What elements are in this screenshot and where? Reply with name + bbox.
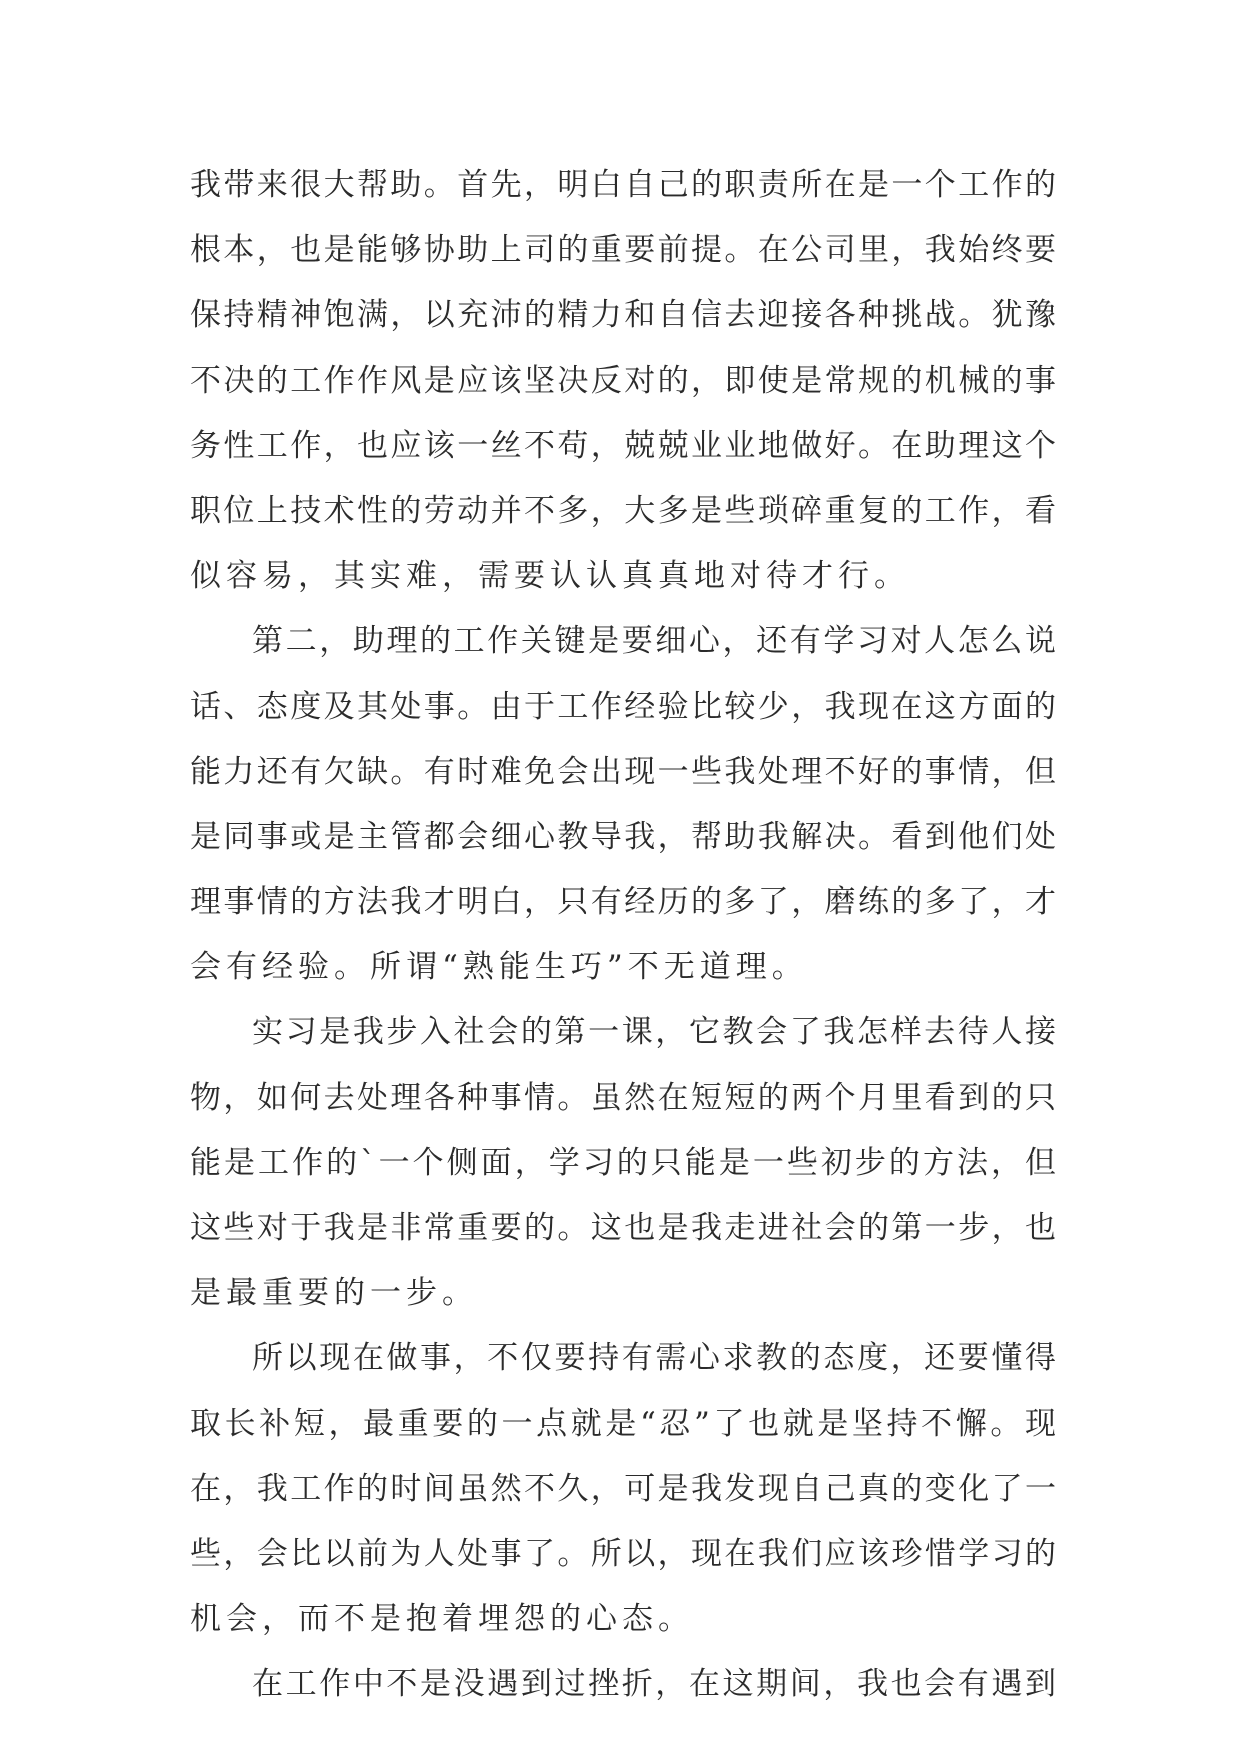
text-line: 根本，也是能够协助上司的重要前提。在公司里，我始终要 bbox=[190, 232, 1056, 269]
text-line: 取长补短，最重要的一点就是“忍”了也就是坚持不懈。现 bbox=[190, 1405, 1056, 1442]
paragraph bbox=[190, 1326, 1056, 1652]
text-line: 理事情的方法我才明白，只有经历的多了，磨练的多了，才 bbox=[190, 884, 1056, 921]
paragraph bbox=[190, 1652, 1056, 1717]
text-line: 在，我工作的时间虽然不久，可是我发现自己真的变化了一 bbox=[190, 1470, 1056, 1507]
text-line: 职位上技术性的劳动并不多，大多是些琐碎重复的工作，看 bbox=[190, 492, 1056, 529]
text-line: 会有经验。所谓“熟能生巧”不无道理。 bbox=[190, 949, 808, 986]
text-line: 这些对于我是非常重要的。这也是我走进社会的第一步，也 bbox=[190, 1210, 1056, 1246]
text-line: 所以现在做事，不仅要持有需心求教的态度，还要懂得 bbox=[252, 1340, 1056, 1377]
text-line: 似容易，其实难，需要认认真真地对待才行。 bbox=[190, 558, 910, 595]
text-line: 是最重要的一步。 bbox=[190, 1275, 478, 1312]
text-line: 实习是我步入社会的第一课，它教会了我怎样去待人接 bbox=[252, 1014, 1056, 1051]
text-line: 保持精神饱满，以充沛的精力和自信去迎接各种挑战。犹豫 bbox=[190, 297, 1056, 334]
paragraph bbox=[190, 1000, 1056, 1326]
text-line: 务性工作，也应该一丝不苟，兢兢业业地做好。在助理这个 bbox=[190, 427, 1056, 464]
text-line: 第二，助理的工作关键是要细心，还有学习对人怎么说 bbox=[252, 623, 1056, 660]
document-body bbox=[190, 153, 1056, 1718]
text-line: 机会，而不是抱着埋怨的心态。 bbox=[190, 1601, 694, 1638]
text-line: 不决的工作作风是应该坚决反对的，即使是常规的机械的事 bbox=[190, 362, 1056, 399]
text-line: 话、态度及其处事。由于工作经验比较少，我现在这方面的 bbox=[190, 688, 1056, 725]
paragraph bbox=[190, 609, 1056, 1000]
text-line: 在工作中不是没遇到过挫折，在这期间，我也会有遇到 bbox=[252, 1666, 1056, 1703]
text-line: 是同事或是主管都会细心教导我，帮助我解决。看到他们处 bbox=[190, 818, 1056, 855]
text-line: 我带来很大帮助。首先，明白自己的职责所在是一个工作的 bbox=[190, 167, 1056, 203]
text-line: 物，如何去处理各种事情。虽然在短短的两个月里看到的只 bbox=[190, 1079, 1056, 1116]
paragraph bbox=[190, 153, 1056, 609]
text-line: 能是工作的`一个侧面，学习的只能是一些初步的方法，但 bbox=[190, 1144, 1056, 1181]
text-line: 些，会比以前为人处事了。所以，现在我们应该珍惜学习的 bbox=[190, 1535, 1056, 1572]
text-line: 能力还有欠缺。有时难免会出现一些我处理不好的事情，但 bbox=[190, 753, 1056, 790]
